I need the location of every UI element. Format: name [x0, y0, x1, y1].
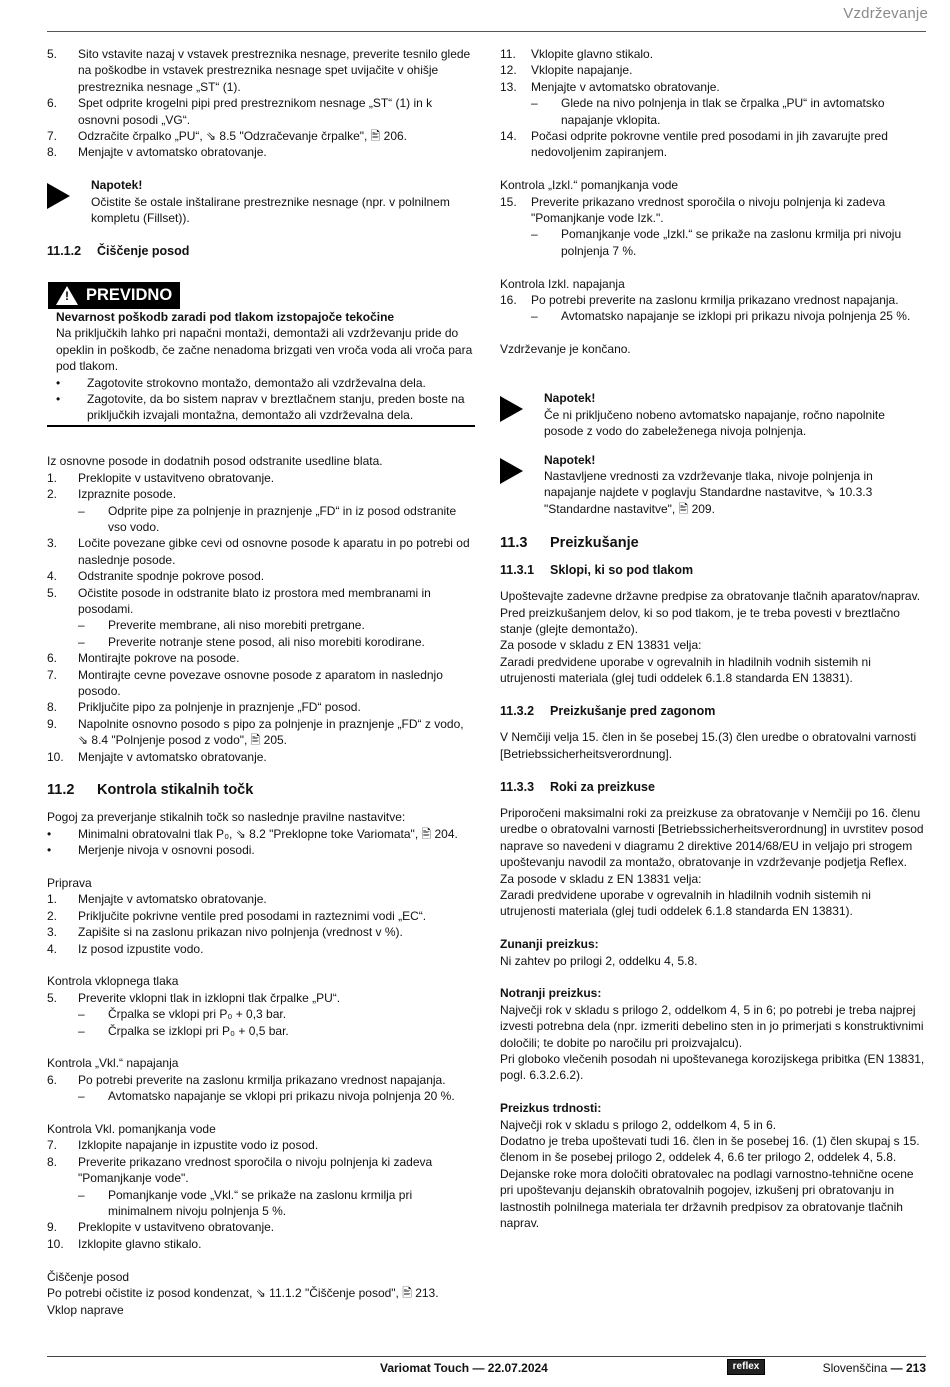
list-item: [47, 568, 475, 584]
sub-item: [47, 1023, 475, 1039]
list-item: [47, 95, 475, 128]
ext-text: Ni zahtev po prilogi 2, oddelku 4, 5.8.: [500, 953, 698, 968]
paragraph: Največji rok v skladu s prilogo 2, oddelkom 4, 5 in 6.: [500, 1117, 777, 1132]
dash-marker: –: [531, 309, 538, 324]
list-number: 5.: [47, 990, 58, 1005]
list-text: Montirajte cevne povezave osnovne posode z aparatom in naslednjo posodo.: [78, 667, 443, 698]
list-text: Zapišite si na zaslonu prikazan nivo polnjenja (vrednost v %).: [78, 925, 403, 940]
list-item: [47, 46, 475, 95]
clean2-title: Čiščenje posod: [47, 1269, 130, 1284]
list-text: Odzračite črpalko „PU“, ⇘ 8.5 "Odzračevanje črpalke", 🖹 206.: [78, 129, 408, 144]
dash-marker: –: [531, 96, 538, 111]
dash-marker: –: [78, 1023, 85, 1038]
list-number: 16.: [500, 293, 517, 308]
condition-intro: Pogoj za preverjanje stikalnih točk so naslednje pravilne nastavitve:: [47, 810, 406, 825]
list-item: [47, 1072, 475, 1088]
list-number: 7.: [47, 129, 58, 144]
list-number: 4.: [47, 941, 58, 956]
running-header: Vzdrževanje: [843, 5, 928, 22]
note-arrow-icon: [47, 177, 91, 226]
list-item: [47, 1154, 475, 1187]
footer-page: Slovenščina — 213: [822, 1361, 926, 1375]
sub-text: Glede na nivo polnjenja in tlak se črpalka „PU“ in avtomatsko napajanje vklopita.: [561, 96, 885, 127]
list-number: 1.: [47, 470, 58, 485]
list-item: [47, 470, 475, 486]
list-number: 2.: [47, 487, 58, 502]
list-item: [47, 908, 475, 924]
list-item: [47, 990, 475, 1006]
note-text: Očistite še ostale inštalirane prestreznike nesnage (npr. v polnilnem kompletu (Fillset)).: [91, 194, 450, 226]
list-text: Izpraznite posode.: [78, 487, 177, 502]
sub-item: [47, 503, 475, 536]
dash-marker: –: [78, 1089, 85, 1104]
list-text: Priključite pipo za polnjenje in praznjenje „FD“ posod.: [78, 700, 361, 715]
list-number: 3.: [47, 536, 58, 551]
int-title: Notranji preizkus:: [500, 986, 602, 1001]
note-arrow-icon: [500, 390, 544, 439]
section-heading-11-3-3: 11.3.3 Roki za preizkuse: [500, 779, 655, 794]
list-item: [500, 128, 927, 161]
str-title: Preizkus trdnosti:: [500, 1101, 602, 1116]
list-number: 5.: [47, 585, 58, 600]
note-text: Nastavljene vrednosti za vzdrževanje tlaka, nivoje polnjenja in napajanje najdete v poglavju Standardne nastavitve, ⇘ 10.3.3 "Standardne nastavitve", 🖹 209.: [544, 469, 873, 516]
list-item: [47, 924, 475, 940]
header-rule: [47, 31, 926, 32]
list-text: Preverite prikazano vrednost sporočila o nivoju polnjenja ki zadeva "Pomanjkanje vode Izk.".: [531, 194, 886, 226]
paragraph: V Nemčiji velja 15. člen in še posebej 15.(3) člen uredbe o obratovalni varnosti [Betriebssicherheitsverordnung].: [500, 730, 917, 761]
bullet-text: Zagotovite, da bo sistem naprav v breztlačnem stanju, preden boste na priključkih izvajali montažna, demontažo ali vzdrževalna dela.: [87, 392, 465, 423]
list-number: 8.: [47, 1154, 58, 1169]
sub-item: [47, 1187, 475, 1220]
section-heading-11-1-2: 11.1.2 Čiščenje posod: [47, 243, 190, 258]
warning-tag: ! PREVIDNO: [48, 282, 180, 309]
right-column: [500, 46, 927, 1231]
dash-marker: –: [78, 1187, 85, 1202]
list-item: [47, 650, 475, 666]
paragraph: Za posode v skladu z EN 13831 velja:: [500, 638, 702, 653]
bullet-item: [56, 391, 475, 424]
list-item: [500, 292, 927, 308]
start-title: Vklop naprave: [47, 1302, 124, 1317]
list-text: Po potrebi preverite na zaslonu krmilja prikazano vrednost napajanja.: [531, 293, 899, 308]
paragraph: Za posode v skladu z EN 13831 velja:: [500, 871, 702, 886]
list-text: Preklopite v ustavitveno obratovanje.: [78, 1220, 275, 1235]
bullet-item: [56, 375, 475, 391]
dash-marker: –: [78, 503, 85, 518]
sub-text: Odprite pipe za polnjenje in praznjenje „FD“ in iz posod odstranite vso vodo.: [108, 503, 457, 534]
sub-text: Avtomatsko napajanje se vklopi pri prikazu nivoja polnjenja 20 %.: [108, 1089, 455, 1104]
sub-item: [47, 1088, 475, 1104]
list-text: Sito vstavite nazaj v vstavek prestreznika nesnage, preverite tesnilo glede na poškodbe in vstavek prestreznika nesnage spet uvijačite v ohišje prestreznika nesnage „ST“ (1).: [78, 47, 471, 94]
list-number: 6.: [47, 651, 58, 666]
bullet-item: [47, 826, 475, 842]
dash-marker: –: [78, 634, 85, 649]
list-number: 8.: [47, 700, 58, 715]
sub-text: Preverite membrane, ali niso morebiti pretrgane.: [108, 618, 365, 633]
note-title: Napotek!: [544, 452, 596, 467]
list-text: Odstranite spodnje pokrove posod.: [78, 569, 265, 584]
sub-text: Črpalka se izklopi pri P₀ + 0,5 bar.: [108, 1023, 289, 1038]
list-item: [47, 535, 475, 568]
list-item: [47, 144, 475, 160]
numbered-list: [47, 46, 475, 161]
bullet-marker: •: [56, 375, 61, 390]
section-heading-11-2: 11.2 Kontrola stikalnih točk: [47, 782, 254, 799]
list-number: 8.: [47, 145, 58, 160]
list-text: Menjajte v avtomatsko obratovanje.: [531, 79, 720, 94]
note-box: [47, 177, 475, 226]
list-item: [47, 1137, 475, 1153]
list-item: [47, 699, 475, 715]
paragraph: Zaradi predvidene uporabe v ogrevalnih in hladilnih vodnih sistemih ni utrujenosti materiala (glej tudi oddelek 6.1.8 standarda EN 13831).: [500, 654, 871, 686]
list-text: Menjajte v avtomatsko obratovanje.: [78, 145, 267, 160]
list-text: Napolnite osnovno posodo s pipo za polnjenje in praznjenje „FD“ z vodo, ⇘ 8.4 "Polnjenje posod z vodo", 🖹 205.: [78, 716, 464, 748]
list-number: 9.: [47, 1220, 58, 1235]
list-text: Vklopite napajanje.: [531, 63, 633, 78]
list-text: Preverite prikazano vrednost sporočila o nivoju polnjenja ki zadeva "Pomanjkanje vode".: [78, 1154, 433, 1186]
bullet-text: Merjenje nivoja v osnovni posodi.: [78, 843, 255, 858]
sub-item: [47, 634, 475, 650]
list-text: Preverite vklopni tlak in izklopni tlak črpalke „PU“.: [78, 990, 341, 1005]
list-text: Ločite povezane gibke cevi od osnovne posode k aparatu in po potrebi od naslednje posode.: [78, 536, 470, 567]
list-item: [500, 62, 927, 78]
paragraph: Največji rok v skladu s prilogo 2, oddelkom 4, 5 in 6; po potrebi je treba najprej izvesti potrebna dela (npr. izmeriti debelino sten in jo primerjati s konstruktivnimi določili; te dobite po naročilu pri proizvajalcu).: [500, 1002, 924, 1050]
list-item: [500, 194, 927, 227]
note-arrow-icon: [500, 452, 544, 518]
bullet-marker: •: [47, 826, 52, 841]
list-text: Menjajte v avtomatsko obratovanje.: [78, 892, 267, 907]
sub-text: Avtomatsko napajanje se izklopi pri prikazu nivoja polnjenja 25 %.: [561, 309, 911, 324]
ext-title: Zunanji preizkus:: [500, 937, 599, 952]
paragraph: Zaradi predvidene uporabe v ogrevalnih in hladilnih vodnih sistemih ni utrujenosti materiala (glej tudi oddelek 6.1.8 standarda EN 13831).: [500, 887, 871, 919]
list-text: Počasi odprite pokrovne ventile pred posodami in jih zavarujte pred nedovoljenim zapiranjem.: [531, 129, 888, 160]
list-text: Izklopite glavno stikalo.: [78, 1236, 202, 1251]
check-title-2: Kontrola „Vkl.“ napajanja: [47, 1056, 179, 1071]
paragraph: Priporočeni maksimalni roki za preizkuse za obratovanje v Nemčiji po 16. členu uredbe o obratovalni varnosti [Betriebssicherheitsverordnung] in uvrstitev posod naprave so navedeni v diagramu 2 direktive 2014/68/EU in veljajo pri strogem upoštevanju navodil za montažo, obratovanje in vzdrževanje podjetja Reflex.: [500, 805, 924, 870]
list-number: 1.: [47, 892, 58, 907]
list-number: 10.: [47, 749, 64, 764]
list-item: [47, 585, 475, 618]
list-text: Vklopite glavno stikalo.: [531, 47, 654, 61]
list-number: 15.: [500, 194, 517, 209]
list-number: 13.: [500, 79, 517, 94]
sub-text: Pomanjkanje vode „Izkl.“ se prikaže na zaslonu krmilja pri nivoju polnjenja 7 %.: [561, 227, 902, 258]
list-text: Preklopite v ustavitveno obratovanje.: [78, 470, 275, 485]
list-number: 6.: [47, 1072, 58, 1087]
list-item: [47, 716, 475, 749]
dash-marker: –: [78, 1007, 85, 1022]
check-title-4: Kontrola „Izkl.“ pomanjkanja vode: [500, 178, 679, 193]
bullet-text: Minimalni obratovalni tlak P₀, ⇘ 8.2 "Preklopne toke Variomata", 🖹 204.: [78, 826, 458, 841]
list-number: 11.: [500, 47, 516, 61]
warning-triangle-icon: !: [56, 286, 78, 305]
list-item: [47, 1236, 475, 1252]
section-heading-11-3: 11.3 Preizkušanje: [500, 534, 639, 551]
note-box: [500, 452, 927, 518]
list-number: 5.: [47, 47, 58, 61]
list-text: Iz posod izpustite vodo.: [78, 941, 204, 956]
warning-text: Na priključkih lahko pri napačni montaži, demontaži ali vzdrževanju pride do opeklin in poškodb, če začne nenadoma brizgati ven vroča voda ali vroča para pod tlakom.: [56, 326, 473, 374]
list-text: Izklopite napajanje in izpustite vodo iz posod.: [78, 1138, 319, 1153]
list-item: [47, 1219, 475, 1235]
sub-item: [47, 617, 475, 633]
list-number: 12.: [500, 63, 517, 78]
paragraph: Pri globoko vlečenih posodah ni upoštevanega korozijskega pribitka (EN 13831, pogl. 6.3.2.6.2).: [500, 1052, 925, 1083]
paragraph: Upoštevajte zadevne državne predpise za obratovanje tlačnih aparatov/naprav. Pred preizkušanjem delov, ki so pod tlakom, je te treba povesti v breztlačno stanje (glejte demontažo).: [500, 589, 921, 636]
sub-item: [47, 1006, 475, 1022]
sub-text: Črpalka se vklopi pri P₀ + 0,3 bar.: [108, 1007, 287, 1022]
clean2-text: Po potrebi očistite iz posod kondenzat, ⇘ 11.1.2 "Čiščenje posod", 🖹 213.: [47, 1286, 439, 1301]
list-item: [47, 749, 475, 765]
list-number: 7.: [47, 1138, 58, 1153]
dash-marker: –: [78, 618, 85, 633]
footer-product: Variomat Touch — 22.07.2024: [380, 1361, 548, 1375]
list-text: Montirajte pokrove na posode.: [78, 651, 240, 666]
list-number: 3.: [47, 925, 58, 940]
list-item: [500, 79, 927, 95]
list-item: [47, 486, 475, 502]
list-item: [47, 667, 475, 700]
list-item: [47, 941, 475, 957]
list-number: 6.: [47, 96, 58, 111]
warning-title: Nevarnost poškodb zaradi pod tlakom izstopajoče tekočine: [56, 310, 395, 325]
sub-item: [500, 226, 927, 259]
check-title-5: Kontrola Izkl. napajanja: [500, 276, 625, 291]
list-text: Priključite pokrivne ventile pred posodami in razteznimi vodi „EC“.: [78, 908, 427, 923]
section-heading-11-3-1: 11.3.1 Sklopi, ki so pod tlakom: [500, 562, 694, 577]
list-text: Menjajte v avtomatsko obratovanje.: [78, 749, 267, 764]
bullet-marker: •: [56, 392, 61, 407]
sub-item: [500, 95, 927, 128]
sub-text: Pomanjkanje vode „Vkl.“ se prikaže na zaslonu krmilja pri minimalnem nivoju polnjenja 5 %.: [108, 1187, 413, 1219]
dash-marker: –: [531, 227, 538, 242]
bullet-marker: •: [47, 843, 52, 858]
list-number: 4.: [47, 569, 58, 584]
list-number: 14.: [500, 129, 517, 144]
list-item: [47, 128, 475, 144]
list-item: [500, 46, 927, 62]
left-column: [47, 46, 475, 1318]
check-title-1: Kontrola vklopnega tlaka: [47, 974, 179, 989]
list-item: [47, 891, 475, 907]
list-number: 2.: [47, 908, 58, 923]
list-number: 10.: [47, 1236, 64, 1251]
clean-intro: Iz osnovne posode in dodatnih posod odstranite usedline blata.: [47, 454, 383, 469]
note-title: Napotek!: [544, 391, 596, 406]
paragraph: Dejanske roke mora določiti obratovalec na podlagi varnostno-tehnične ocene pri upoštevanju dejanskih obratovalnih pogojev, izkušenj pri obratovanju in lastnostih polnilnega materiala ter državnih predpisov za obratovanje tlačnih naprav.: [500, 1166, 914, 1231]
list-text: Spet odprite krogelni pipi pred prestreznikom nesnage „ST“ (1) in k osnovni posodi „VG“.: [78, 96, 433, 127]
note-title: Napotek!: [91, 178, 143, 193]
bullet-text: Zagotovite strokovno montažo, demontažo ali vzdrževalna dela.: [87, 375, 426, 390]
note-text: Če ni priključeno nobeno avtomatsko napajanje, ročno napolnite posode z vodo do zabeleženega nivoja polnjenja.: [544, 407, 885, 439]
paragraph: Dodatno je treba upoštevati tudi 16. člen in še posebej 16. (1) člen skupaj s 15. členom in še posebej prilogo 2, oddelek 4, 6.6 ter prilogo 2, oddelek 4, 5.8.: [500, 1134, 920, 1165]
sub-text: Preverite notranje stene posod, ali niso morebiti korodirane.: [108, 634, 425, 649]
section-heading-11-3-2: 11.3.2 Preizkušanje pred zagonom: [500, 703, 716, 718]
reflex-logo: reflex: [727, 1359, 765, 1375]
sub-item: [500, 308, 927, 324]
bullet-item: [47, 842, 475, 858]
warning-box: [47, 282, 475, 427]
footer-rule: [47, 1356, 926, 1357]
list-number: 9.: [47, 716, 58, 731]
list-text: Očistite posode in odstranite blato iz prostora med membranami in posodami.: [78, 585, 431, 616]
list-number: 7.: [47, 667, 58, 682]
note-box: [500, 390, 927, 439]
list-text: Po potrebi preverite na zaslonu krmilja prikazano vrednost napajanja.: [78, 1072, 446, 1087]
done-text: Vzdrževanje je končano.: [500, 342, 631, 357]
check-title-3: Kontrola Vkl. pomanjkanja vode: [47, 1122, 216, 1137]
prep-title: Priprava: [47, 876, 92, 890]
